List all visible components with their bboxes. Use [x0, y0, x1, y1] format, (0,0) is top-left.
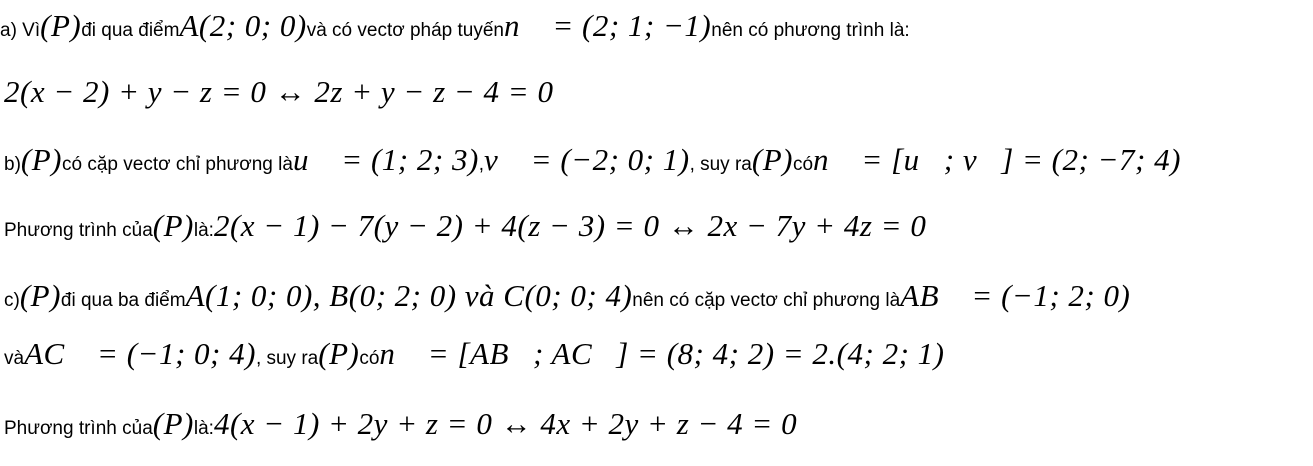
text-segment: có cặp vectơ chỉ phương là	[62, 154, 293, 175]
math-expression: (P)	[20, 142, 62, 177]
math-expression: (P)	[318, 336, 360, 371]
text-segment: a) Vì	[0, 20, 41, 41]
math-expression: (P)	[40, 8, 82, 43]
text-segment: có	[792, 154, 814, 175]
math-expression: A(1; 0; 0), B(0; 2; 0) và C(0; 0; 4)	[185, 278, 633, 313]
text-segment: có	[359, 348, 380, 369]
math-expression: A(2; 0; 0)	[179, 8, 307, 43]
text-segment: là:	[193, 418, 214, 439]
line-a-statement	[0, 8, 910, 44]
line-b-statement	[4, 142, 1181, 178]
math-expression: 2(x − 1) − 7(y − 2) + 4(z − 3) = 0 ↔ 2x − 7y + 4z = 0	[213, 208, 927, 243]
math-expression: n⃗ = [AB⃗; AC⃗] = (8; 4; 2) = 2.(4; 2; 1)	[379, 336, 945, 371]
text-segment: đi qua điểm	[81, 20, 180, 41]
math-expression: n⃗ = (2; 1; −1)	[504, 8, 712, 43]
text-segment: và có vectơ pháp tuyến	[306, 20, 504, 41]
math-expression: u⃗ = (1; 2; 3)	[292, 142, 479, 177]
text-segment: c)	[4, 290, 20, 311]
text-segment: b)	[4, 154, 21, 175]
line-c-continuation	[4, 336, 944, 372]
line-b-equation	[4, 208, 926, 244]
line-c-statement	[4, 278, 1130, 314]
math-expression: (P)	[751, 142, 793, 177]
math-expression: AC⃗ = (−1; 0; 4)	[24, 336, 256, 371]
text-segment: ,	[478, 154, 485, 175]
math-expression: 4(x − 1) + 2y + z = 0 ↔ 4x + 2y + z − 4 = 0	[213, 406, 798, 441]
text-segment: và	[4, 348, 25, 369]
text-segment: đi qua ba điểm	[60, 290, 186, 311]
line-a-equation	[4, 74, 553, 110]
math-expression: n⃗ = [u⃗; v⃗] = (2; −7; 4)	[813, 142, 1181, 177]
text-segment: , suy ra	[689, 154, 752, 175]
line-c-equation	[4, 406, 797, 442]
math-expression: v⃗ = (−2; 0; 1)	[484, 142, 690, 177]
text-segment: nên có cặp vectơ chỉ phương là	[632, 290, 901, 311]
text-segment: là:	[193, 220, 214, 241]
math-expression: 2(x − 2) + y − z = 0 ↔ 2z + y − z − 4 = 0	[4, 74, 554, 109]
math-expression: (P)	[152, 406, 194, 441]
text-segment: nên có phương trình là:	[711, 20, 910, 41]
text-segment: , suy ra	[255, 348, 319, 369]
text-segment: Phương trình của	[4, 418, 153, 439]
text-segment: Phương trình của	[4, 220, 153, 241]
math-expression: AB⃗ = (−1; 2; 0)	[900, 278, 1131, 313]
math-expression: (P)	[152, 208, 194, 243]
math-expression: (P)	[19, 278, 61, 313]
